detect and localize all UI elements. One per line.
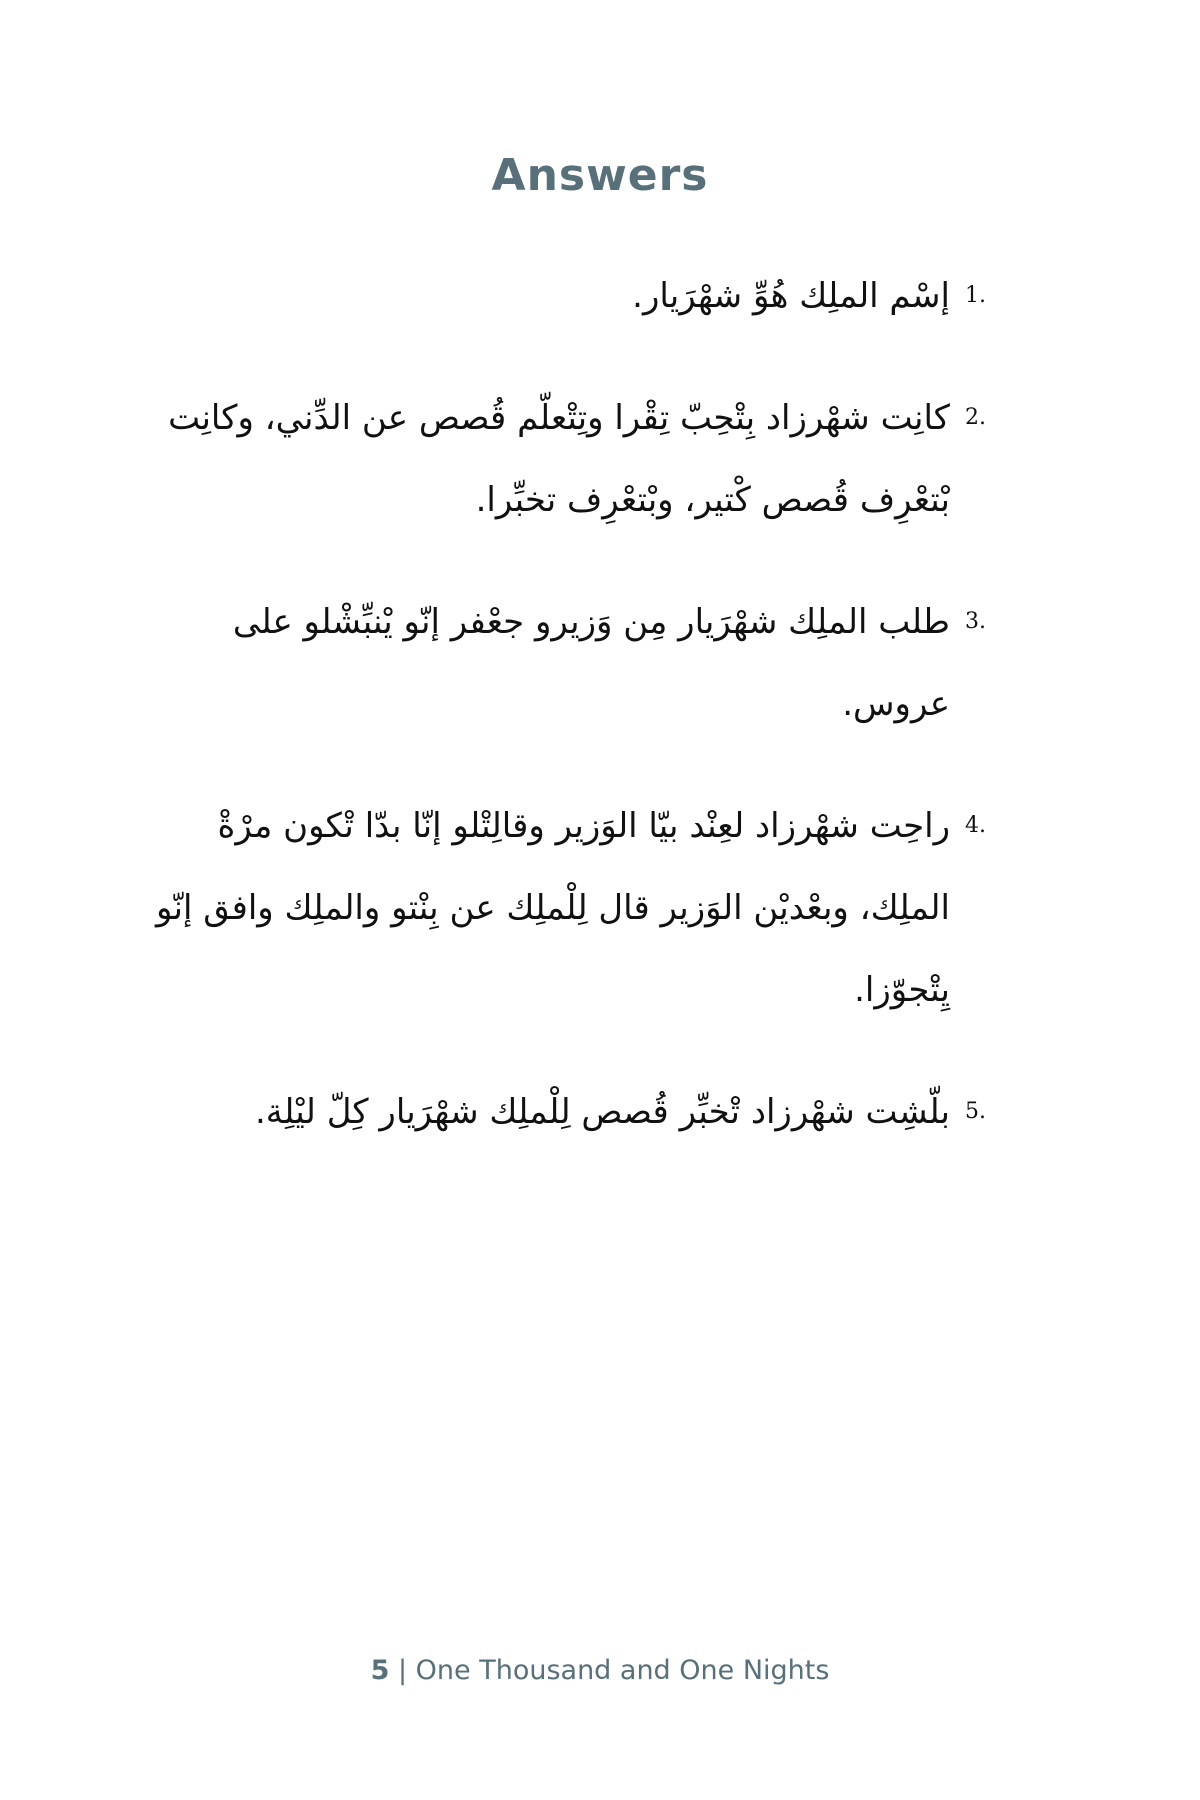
answer-text: إسْم الملِك هُوِّ شهْرَيار. [632, 276, 950, 316]
answer-number: 3. [965, 609, 986, 634]
answer-number: 1. [965, 283, 986, 308]
page-number: 5 [370, 1655, 390, 1686]
answers-list [150, 255, 1005, 1193]
answer-number: 4. [965, 813, 986, 838]
answer-text: كانِت شهْرزاد بِتْحِبّ تِقْرا وتِتْعلّم قُصص عن الدِّني، وكانِت بْتعْرِف قُصص كْتير، وبْتعْرِف تخبِّرا. [168, 398, 950, 520]
page-footer [0, 1655, 1200, 1686]
answer-item [150, 581, 1005, 745]
answer-number: 5. [965, 1099, 986, 1124]
page-title: Answers [491, 150, 709, 201]
answer-item [150, 255, 1005, 337]
book-title: One Thousand and One Nights [415, 1655, 830, 1686]
answer-number: 2. [965, 405, 986, 430]
answer-item [150, 785, 1005, 1031]
answer-item [150, 1071, 1005, 1153]
answer-item [150, 377, 1005, 541]
footer-separator: | [397, 1655, 408, 1686]
answer-text: طلب الملِك شهْرَيار مِن وَزيرو جعْفر إنّو يْنبِّشْلو على عروس. [232, 602, 950, 724]
answer-text: راحِت شهْرزاد لعِنْد بيّا الوَزير وقالِتْلو إنّا بدّا تْكون مرْةْ الملِك، وبعْديْن الوَزير قال لِلْملِك عن بِنْتو والملِك وافق إنّو يِتْجوّزا. [155, 806, 950, 1010]
answer-text: بلّشِت شهْرزاد تْخبِّر قُصص لِلْملِك شهْرَيار كِلّ ليْلِة. [254, 1092, 950, 1132]
